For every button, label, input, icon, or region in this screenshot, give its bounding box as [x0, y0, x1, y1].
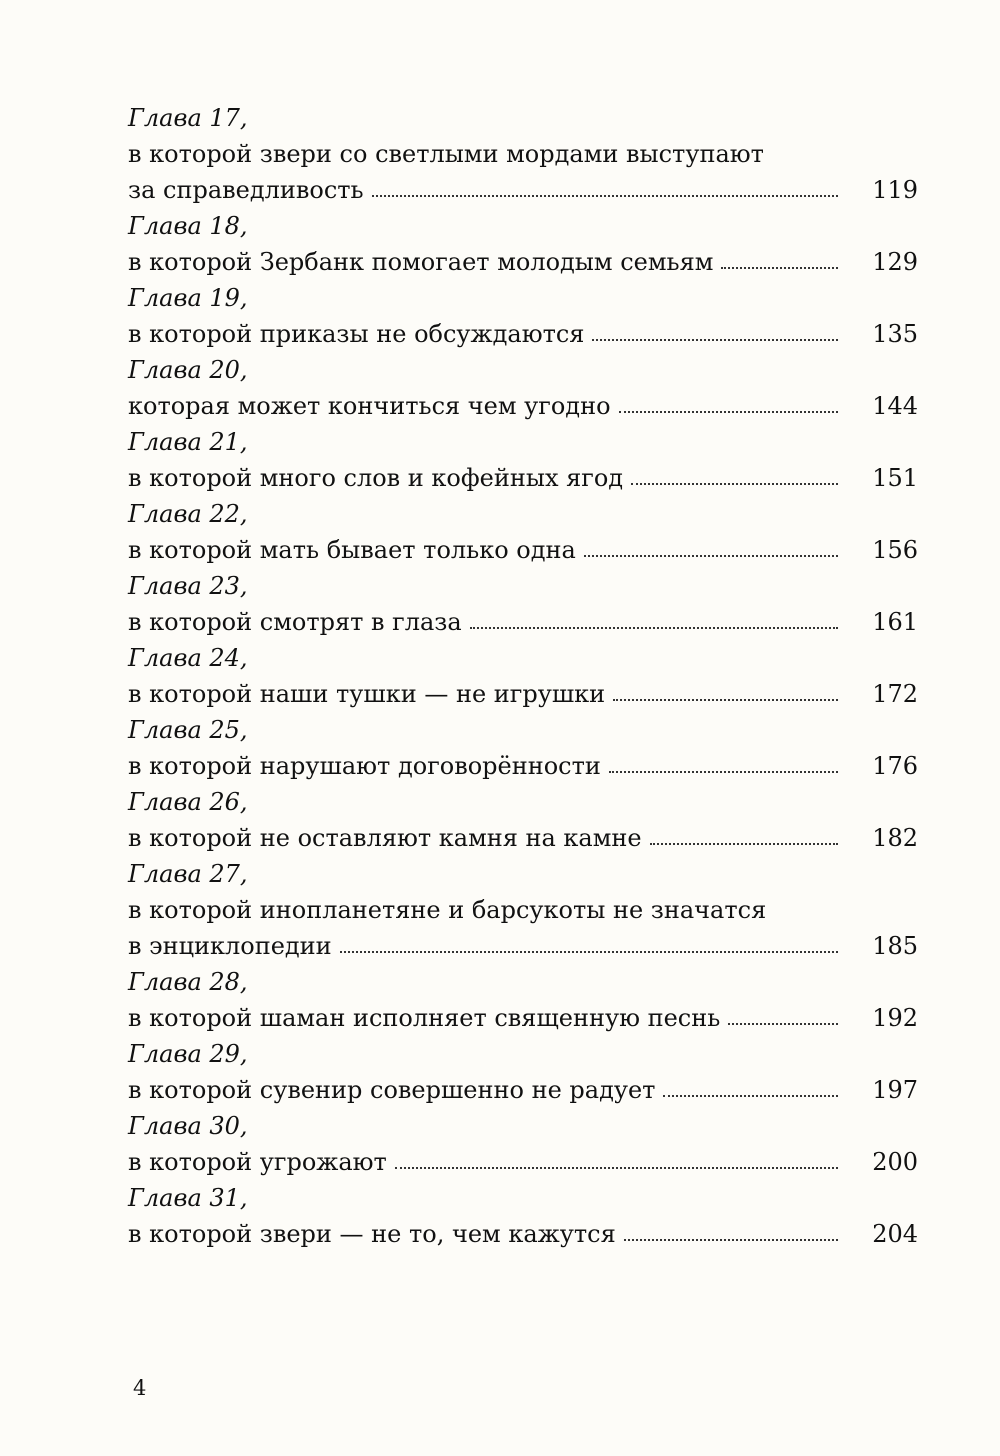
chapter-title-row: [128, 928, 918, 964]
dot-leader: [619, 411, 838, 413]
toc-entry-chapter-23: [128, 568, 918, 640]
chapter-title-row: [128, 820, 918, 856]
chapter-label: Глава 30,: [128, 1112, 248, 1140]
toc-entry-chapter-18: [128, 208, 918, 280]
chapter-title-row: [128, 748, 918, 784]
chapter-title-row: [128, 244, 918, 280]
chapter-label: Глава 18,: [128, 212, 248, 240]
chapter-title-line: в которой шаман исполняет священную песнь: [128, 1004, 721, 1032]
folio-page-number: 4: [133, 1376, 147, 1400]
page-number: 197: [872, 1076, 918, 1104]
page-number: 156: [872, 536, 918, 564]
chapter-label: Глава 28,: [128, 968, 248, 996]
chapter-title-row: [128, 1072, 918, 1108]
chapter-title-row: [128, 1000, 918, 1036]
chapter-title-row: [128, 316, 918, 352]
chapter-title-line: в которой звери со светлыми мордами выступают: [128, 140, 764, 168]
chapter-label: Глава 26,: [128, 788, 248, 816]
toc-entry-chapter-28: [128, 964, 918, 1036]
toc-entry-chapter-19: [128, 280, 918, 352]
chapter-label: Глава 17,: [128, 104, 248, 132]
chapter-title-line: в которой звери — не то, чем кажутся: [128, 1220, 616, 1248]
chapter-title-line: в которой угрожают: [128, 1148, 387, 1176]
page-number: 144: [872, 392, 918, 420]
chapter-label: Глава 19,: [128, 284, 248, 312]
toc-entry-chapter-31: [128, 1180, 918, 1252]
chapter-label: Глава 24,: [128, 644, 248, 672]
chapter-title-line: в которой не оставляют камня на камне: [128, 824, 642, 852]
chapter-title-line: в которой смотрят в глаза: [128, 608, 462, 636]
dot-leader: [624, 1239, 838, 1241]
dot-leader: [663, 1095, 838, 1097]
page-number: 129: [872, 248, 918, 276]
dot-leader: [372, 195, 838, 197]
dot-leader: [650, 843, 838, 845]
toc-entry-chapter-30: [128, 1108, 918, 1180]
chapter-title-row: [128, 1216, 918, 1252]
chapter-label: Глава 21,: [128, 428, 248, 456]
page-number: 204: [872, 1220, 918, 1248]
chapter-label: Глава 23,: [128, 572, 248, 600]
page-number: 151: [872, 464, 918, 492]
toc-entry-chapter-17: [128, 100, 918, 208]
dot-leader: [609, 771, 838, 773]
chapter-title-line: в которой много слов и кофейных ягод: [128, 464, 624, 492]
page-number: 135: [872, 320, 918, 348]
dot-leader: [340, 951, 838, 953]
toc-entry-chapter-29: [128, 1036, 918, 1108]
chapter-title-line: в которой наши тушки — не игрушки: [128, 680, 606, 708]
chapter-title-line: в которой сувенир совершенно не радует: [128, 1076, 656, 1104]
toc-entry-chapter-26: [128, 784, 918, 856]
chapter-title-row: [128, 532, 918, 568]
chapter-title-line: за справедливость: [128, 176, 364, 204]
toc-entry-chapter-21: [128, 424, 918, 496]
chapter-label: Глава 25,: [128, 716, 248, 744]
chapter-title-line: в энциклопедии: [128, 932, 332, 960]
chapter-title-line: в которой мать бывает только одна: [128, 536, 576, 564]
chapter-title-line: в которой инопланетяне и барсукоты не значатся: [128, 896, 767, 924]
dot-leader: [592, 339, 838, 341]
chapter-title-row: [128, 676, 918, 712]
chapter-title-row: [128, 1144, 918, 1180]
page-number: 192: [872, 1004, 918, 1032]
page-number: 172: [872, 680, 918, 708]
dot-leader: [470, 627, 838, 629]
chapter-title-row: [128, 460, 918, 496]
page-number: 185: [872, 932, 918, 960]
toc-entry-chapter-20: [128, 352, 918, 424]
dot-leader: [728, 1023, 838, 1025]
page-number: 176: [872, 752, 918, 780]
dot-leader: [613, 699, 838, 701]
chapter-title-line: в которой нарушают договорённости: [128, 752, 601, 780]
chapter-label: Глава 29,: [128, 1040, 248, 1068]
chapter-label: Глава 31,: [128, 1184, 248, 1212]
dot-leader: [395, 1167, 838, 1169]
page-number: 200: [872, 1148, 918, 1176]
chapter-label: Глава 22,: [128, 500, 248, 528]
toc-entry-chapter-22: [128, 496, 918, 568]
toc-entry-chapter-24: [128, 640, 918, 712]
dot-leader: [721, 267, 838, 269]
chapter-title-line: в которой Зербанк помогает молодым семьям: [128, 248, 714, 276]
chapter-title-row: [128, 388, 918, 424]
chapter-label: Глава 27,: [128, 860, 248, 888]
chapter-title-row: [128, 172, 918, 208]
toc-entry-chapter-25: [128, 712, 918, 784]
dot-leader: [631, 483, 838, 485]
page-number: 161: [872, 608, 918, 636]
page-number: 119: [872, 176, 918, 204]
chapter-title-line: которая может кончиться чем угодно: [128, 392, 611, 420]
page-number: 182: [872, 824, 918, 852]
chapter-label: Глава 20,: [128, 356, 248, 384]
chapter-title-row: [128, 604, 918, 640]
toc-entry-chapter-27: [128, 856, 918, 964]
table-of-contents: [128, 100, 918, 1252]
chapter-title-line: в которой приказы не обсуждаются: [128, 320, 585, 348]
dot-leader: [584, 555, 838, 557]
